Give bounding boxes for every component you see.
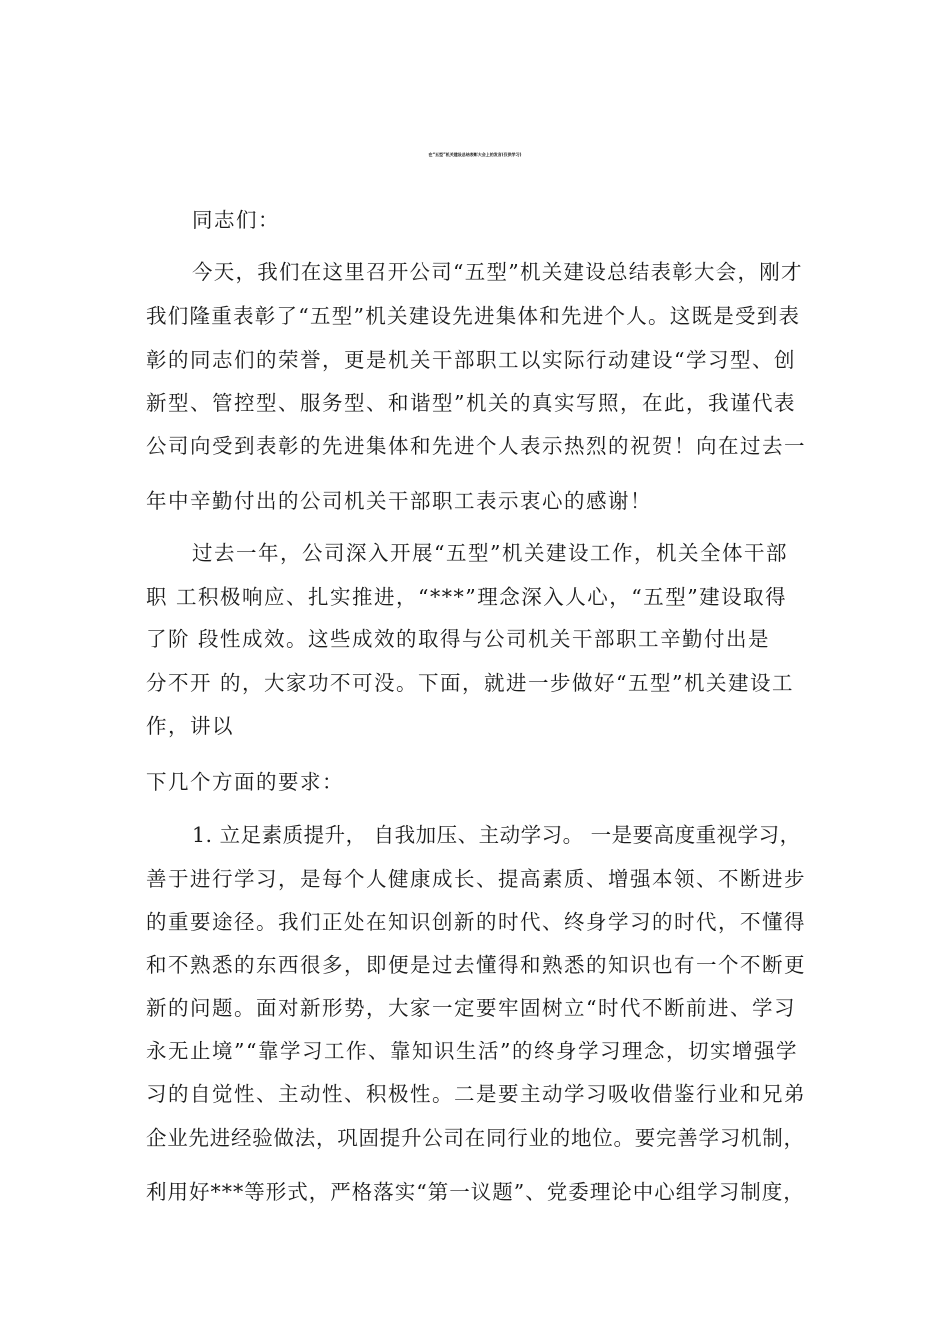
- body-line: 我们隆重表彰了“五型”机关建设先进集体和先进个人。这既是受到表: [146, 304, 801, 328]
- body-line: 年中辛勤付出的公司机关干部职工表示衷心的感谢！: [146, 489, 652, 513]
- body-line: 和不熟悉的东西很多，即便是过去懂得和熟悉的知识也有一个不断更: [146, 953, 806, 977]
- body-line: 下几个方面的要求：: [146, 770, 344, 794]
- body-line: 了阶 段性成效。这些成效的取得与公司机关干部职工辛勤付出是: [146, 627, 771, 651]
- body-line: 企业先进经验做法，巩固提升公司在同行业的地位。要完善学习机制，: [146, 1126, 805, 1150]
- body-line: 过去一年，公司深入开展“五型”机关建设工作，机关全体干部: [192, 541, 788, 565]
- salutation: 同志们：: [192, 208, 280, 232]
- body-line: 永无止境”“靠学习工作、靠知识生活”的终身学习理念，切实增强学: [146, 1039, 798, 1063]
- body-line: 新的问题。面对新形势，大家一定要牢固树立“时代不断前进、学习: [146, 996, 796, 1020]
- body-line: 职 工积极响应、扎实推进，“***”理念深入人心，“五型”建设取得: [146, 585, 788, 609]
- body-line: 利用好***等形式，严格落实“第一议题”、党委理论中心组学习制度，: [146, 1180, 805, 1204]
- body-line: 善于进行学习，是每个人健康成长、提高素质、增强本领、不断进步: [146, 867, 806, 891]
- body-line: 分不开 的，大家功不可没。下面，就进一步做好“五型”机关建设工: [146, 671, 794, 695]
- body-line: 新型、管控型、服务型、和谐型”机关的真实写照，在此，我谨代表: [146, 391, 796, 415]
- body-line: 彰的同志们的荣誉，更是机关干部职工以实际行动建设“学习型、创: [146, 348, 796, 372]
- document-title: 在“五型”机关建设总结表彰大会上的发言(仅供学习): [428, 152, 522, 157]
- body-line: 习的自觉性、主动性、积极性。二是要主动学习吸收借鉴行业和兄弟: [146, 1082, 806, 1106]
- body-line: 1. 立足素质提升， 自我加压、主动学习。 一是要高度重视学习，: [192, 823, 801, 847]
- body-line: 公司向受到表彰的先进集体和先进个人表示热烈的祝贺！向在过去一: [146, 434, 806, 458]
- body-line: 作，讲以: [146, 714, 234, 738]
- body-line: 的重要途径。我们正处在知识创新的时代、终身学习的时代，不懂得: [146, 910, 806, 934]
- body-line: 今天，我们在这里召开公司“五型”机关建设总结表彰大会，刚才: [192, 260, 803, 284]
